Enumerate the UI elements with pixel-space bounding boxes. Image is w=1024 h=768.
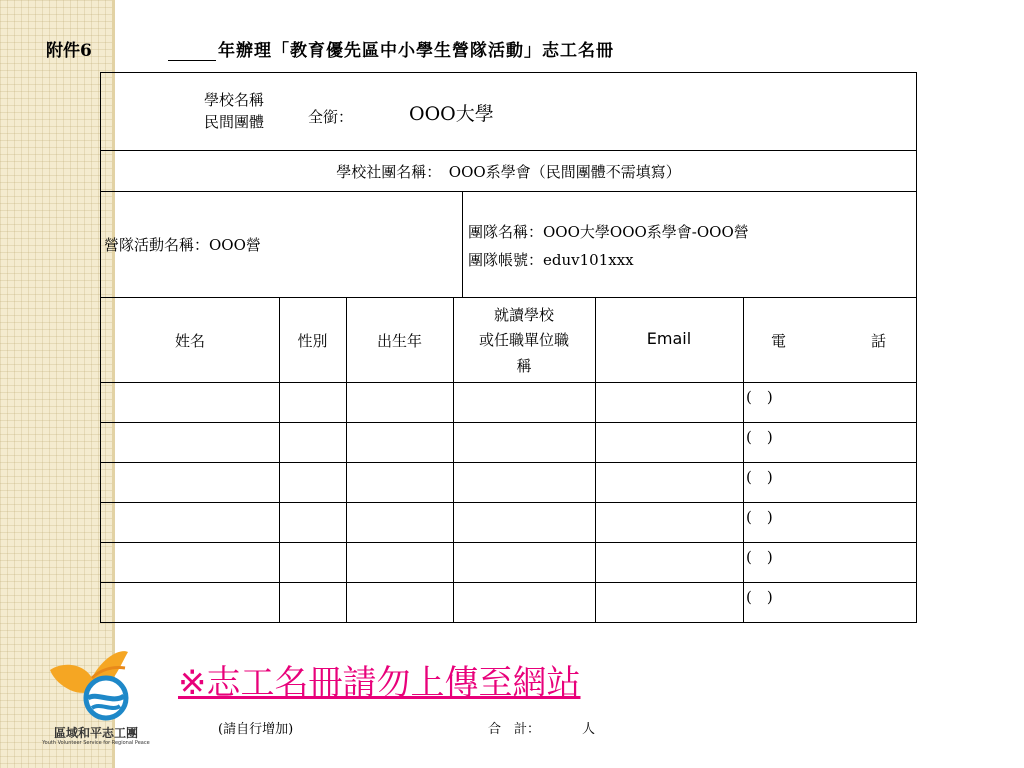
add-rows-note: (請自行增加) [218,722,294,737]
col-header-phone-b: 話 [871,332,887,350]
col-header-email: Email [646,329,692,348]
logo-subtext: Youth Volunteer Service for Regional Peace [42,740,150,746]
total-unit: 人 [582,722,596,737]
phone-cell[interactable]: ( ) [746,508,773,526]
team-account: 團隊帳號：eduv101xxx [468,251,634,269]
phone-cell[interactable]: ( ) [746,388,773,406]
logo-text: 區域和平志工團 [53,726,138,740]
phone-cell[interactable]: ( ) [746,588,773,606]
row-line [101,422,916,423]
fullname-value: OOO大學 [409,103,494,125]
fullname-label: 全銜： [308,108,354,126]
row-line [101,582,916,583]
col-line [743,297,744,622]
document-title-text: 年辦理「教育優先區中小學生營隊活動」志工名冊 [218,41,614,61]
row-line [101,382,916,383]
camp-activity-name: 營隊活動名稱：OOO營 [104,236,261,254]
row-line [101,542,916,543]
team-name: 團隊名稱：OOO大學OOO系學會-OOO營 [468,223,749,241]
col-header-birth-year: 出生年 [376,332,422,350]
col-header-phone-a: 電 [771,332,787,350]
row-line [101,297,916,298]
col-header-name: 姓名 [174,332,205,350]
upload-warning-notice: ※志工名冊請勿上傳至網站 [178,663,581,703]
col-header-school-line2: 或任職單位職 [478,331,569,349]
phone-cell[interactable]: ( ) [746,468,773,486]
volunteer-roster-table [100,72,917,623]
volunteer-group-logo [30,640,160,750]
civic-group-label: 民間團體 [204,113,265,131]
club-name-field: 學校社團名稱： OOO系學會（民間團體不需填寫） [336,163,681,181]
attachment-label: 附件6 [46,41,92,61]
col-header-gender: 性別 [297,332,328,350]
row-line [101,191,916,192]
year-blank [168,44,216,61]
phone-cell[interactable]: ( ) [746,428,773,446]
col-header-school-line1: 就讀學校 [493,306,554,324]
school-name-label: 學校名稱 [204,91,265,109]
row-line [101,150,916,151]
col-line [462,191,463,297]
total-label: 合 計： [488,722,541,737]
row-line [101,462,916,463]
row-line [101,502,916,503]
phone-cell[interactable]: ( ) [746,548,773,566]
document-title [168,36,614,61]
col-header-school-line3: 稱 [516,357,532,375]
